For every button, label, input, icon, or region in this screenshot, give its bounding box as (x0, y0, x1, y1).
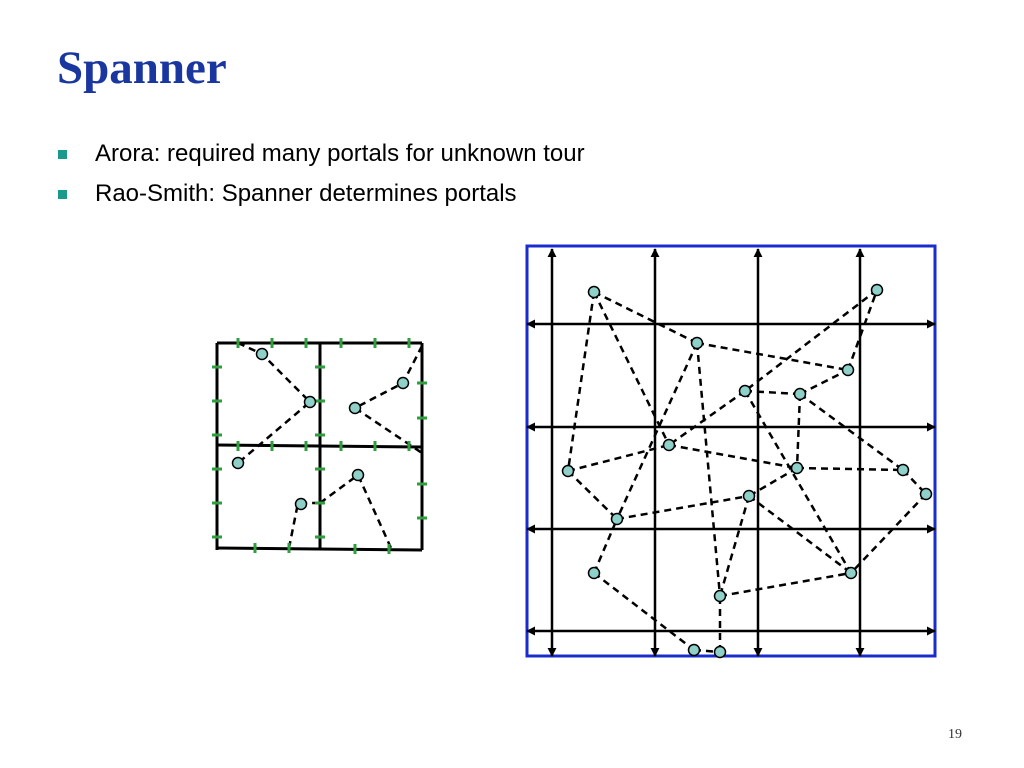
point-node (350, 403, 361, 414)
spanner-edge (745, 391, 800, 394)
point-node (843, 365, 854, 376)
spanner-edge (594, 573, 694, 650)
point-node (664, 440, 675, 451)
point-node (744, 491, 755, 502)
point-node (846, 568, 857, 579)
spanner-edge (749, 496, 851, 573)
point-node (872, 285, 883, 296)
spanner-edge (797, 468, 903, 470)
spanner-edge (617, 496, 749, 519)
spanner-edge (594, 292, 697, 343)
spanner-edges (568, 290, 926, 652)
spanner-edge (800, 370, 848, 394)
point-node (715, 591, 726, 602)
quadtree-portal-figure (212, 338, 427, 554)
spanner-edge (800, 394, 903, 470)
point-node (563, 466, 574, 477)
spanner-edge (749, 468, 797, 496)
page-number: 19 (948, 727, 962, 742)
bullet-text: Rao-Smith: Spanner determines portals (95, 180, 517, 207)
spanner-edge (669, 391, 745, 445)
point-node (589, 287, 600, 298)
point-node (792, 463, 803, 474)
point-node (898, 465, 909, 476)
tour-edge (355, 346, 422, 453)
spanner-edge (720, 496, 749, 596)
point-node (353, 470, 364, 481)
tour-edge (320, 475, 391, 548)
spanner-edge (797, 394, 800, 468)
spanner-edge (568, 471, 617, 519)
spanner-edge (720, 573, 851, 596)
spanner-edge (697, 343, 720, 596)
bullet-text: Arora: required many portals for unknown tour (95, 140, 585, 167)
point-node (692, 338, 703, 349)
quadtree-line (217, 445, 422, 447)
spanner-grid-lines (527, 249, 935, 656)
point-node (689, 645, 700, 656)
point-node (795, 389, 806, 400)
point-node (305, 397, 316, 408)
point-node (257, 349, 268, 360)
point-node (715, 647, 726, 658)
point-node (740, 386, 751, 397)
spanner-figure (527, 246, 935, 658)
spanner-edge (851, 494, 926, 573)
spanner-edge (568, 292, 594, 471)
spanner-edge (697, 343, 848, 370)
spanner-frame (527, 246, 935, 656)
point-node (612, 514, 623, 525)
quadtree-grid (217, 343, 422, 550)
point-node (589, 568, 600, 579)
spanner-edge (745, 290, 877, 391)
spanner-edge (617, 343, 697, 519)
point-node (233, 458, 244, 469)
point-node (296, 499, 307, 510)
tour-edge (289, 503, 320, 548)
spanner-edge (594, 519, 617, 573)
slide-title: Spanner (57, 42, 227, 94)
spanner-edge (594, 292, 669, 445)
point-node (398, 378, 409, 389)
point-node (921, 489, 932, 500)
